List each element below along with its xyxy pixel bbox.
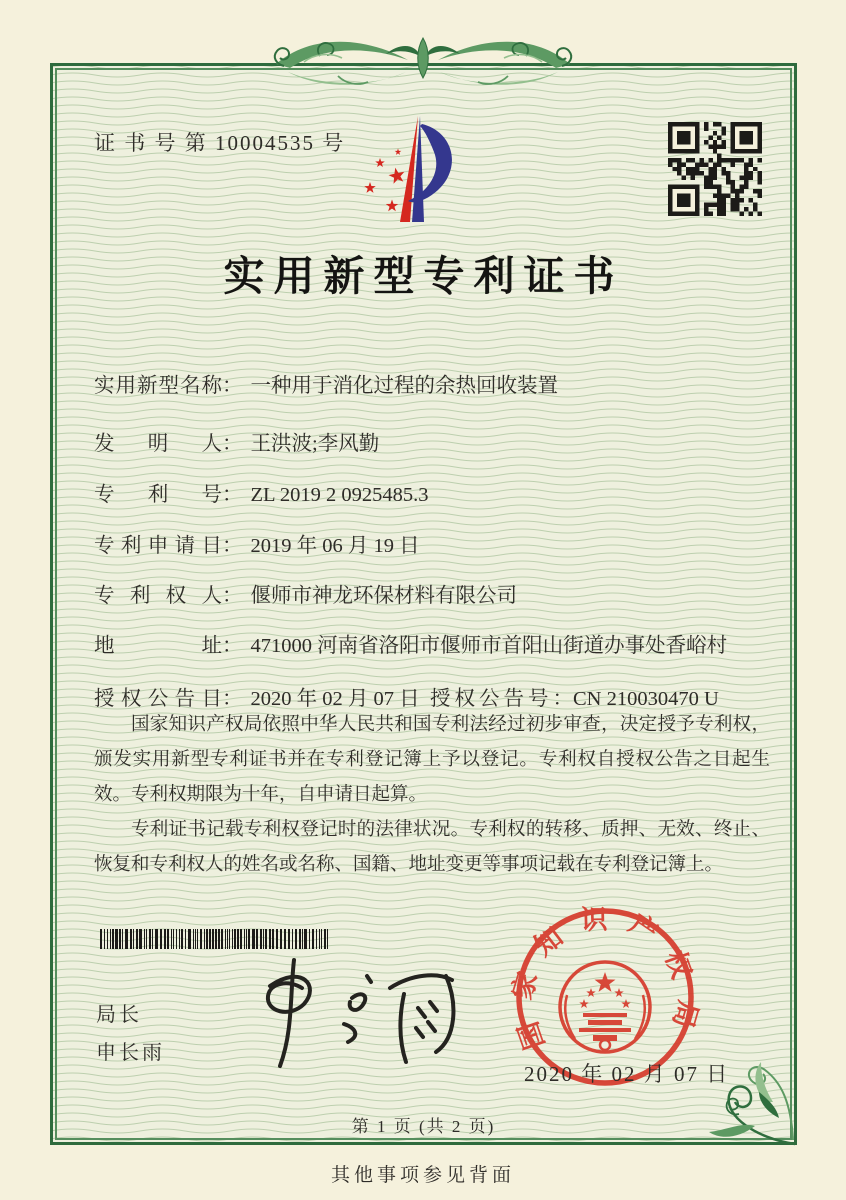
colon: ： — [222, 433, 243, 455]
field-value: 471000 河南省洛阳市偃师市首阳山街道办事处香峪村 — [250, 635, 728, 657]
field-label: 专利号 — [94, 484, 222, 506]
colon: ： — [222, 484, 243, 506]
colon: ： — [222, 635, 243, 657]
field-value: 2020 年 02 月 07 日 — [250, 688, 420, 710]
field-row-patent-number — [94, 477, 429, 507]
page-number: 第 1 页 (共 2 页) — [351, 1117, 496, 1136]
field-label: 实用新型名称 — [94, 375, 222, 397]
legal-text-block — [94, 708, 770, 883]
field-row-utility-name — [94, 368, 558, 398]
colon: ： — [222, 688, 243, 710]
legal-paragraph-2: 专利证书记载专利权登记时的法律状况。专利权的转移、质押、无效、终止、恢复和专利权人的姓名或名称、国籍、地址变更等事项记载在专利登记簿上。 — [94, 820, 770, 875]
colon: ： — [552, 688, 573, 710]
certificate-number: 证 书 号 第 10004535 号 — [94, 131, 346, 155]
field-label: 地址 — [94, 635, 222, 657]
colon: ： — [222, 585, 243, 607]
colon: ： — [222, 375, 243, 397]
back-side-note: 其他事项参见背面 — [330, 1165, 515, 1186]
field-label: 专利申请日 — [94, 535, 222, 557]
certificate-title: 实用新型专利证书 — [223, 253, 624, 299]
field-label: 专利权人 — [94, 585, 222, 607]
field-label: 授权公告号 — [430, 688, 553, 710]
field-row-address — [94, 628, 727, 658]
field-row-patentee — [94, 578, 517, 608]
field-row-filing-date — [94, 528, 420, 558]
handwritten-signature-icon — [232, 946, 467, 1071]
field-value: 王洪波;李风勤 — [250, 433, 380, 455]
qr-code-icon — [668, 122, 762, 216]
commissioner-title: 局长 — [96, 1004, 142, 1026]
commissioner-name: 申长雨 — [96, 1042, 165, 1064]
field-label: 授权公告日 — [94, 688, 222, 710]
field-row-inventor — [94, 426, 379, 456]
colon: ： — [222, 535, 243, 557]
field-value: 一种用于消化过程的余热回收装置 — [250, 375, 558, 397]
field-row-grant-number — [430, 681, 719, 711]
top-flourish-ornament-icon — [268, 16, 578, 108]
field-value: 2019 年 06 月 19 日 — [250, 535, 420, 557]
field-value: ZL 2019 2 0925485.3 — [250, 484, 429, 506]
seal-date: 2020 年 02 月 07 日 — [524, 1062, 730, 1086]
cnipa-logo-icon — [350, 110, 470, 228]
legal-paragraph-1: 国家知识产权局依照中华人民共和国专利法经过初步审查，决定授予专利权，颁发实用新型专利证书并在专利登记簿上予以登记。专利权自授权公告之日起生效。专利权期限为十年，自申请日起算。 — [94, 715, 770, 805]
field-value: 偃师市神龙环保材料有限公司 — [250, 585, 517, 607]
field-row-grant-date — [94, 681, 420, 711]
seal-text: 国家知识产权局 — [506, 903, 704, 1054]
field-value: CN 210030470 U — [573, 688, 719, 710]
field-label: 发明人 — [94, 433, 222, 455]
